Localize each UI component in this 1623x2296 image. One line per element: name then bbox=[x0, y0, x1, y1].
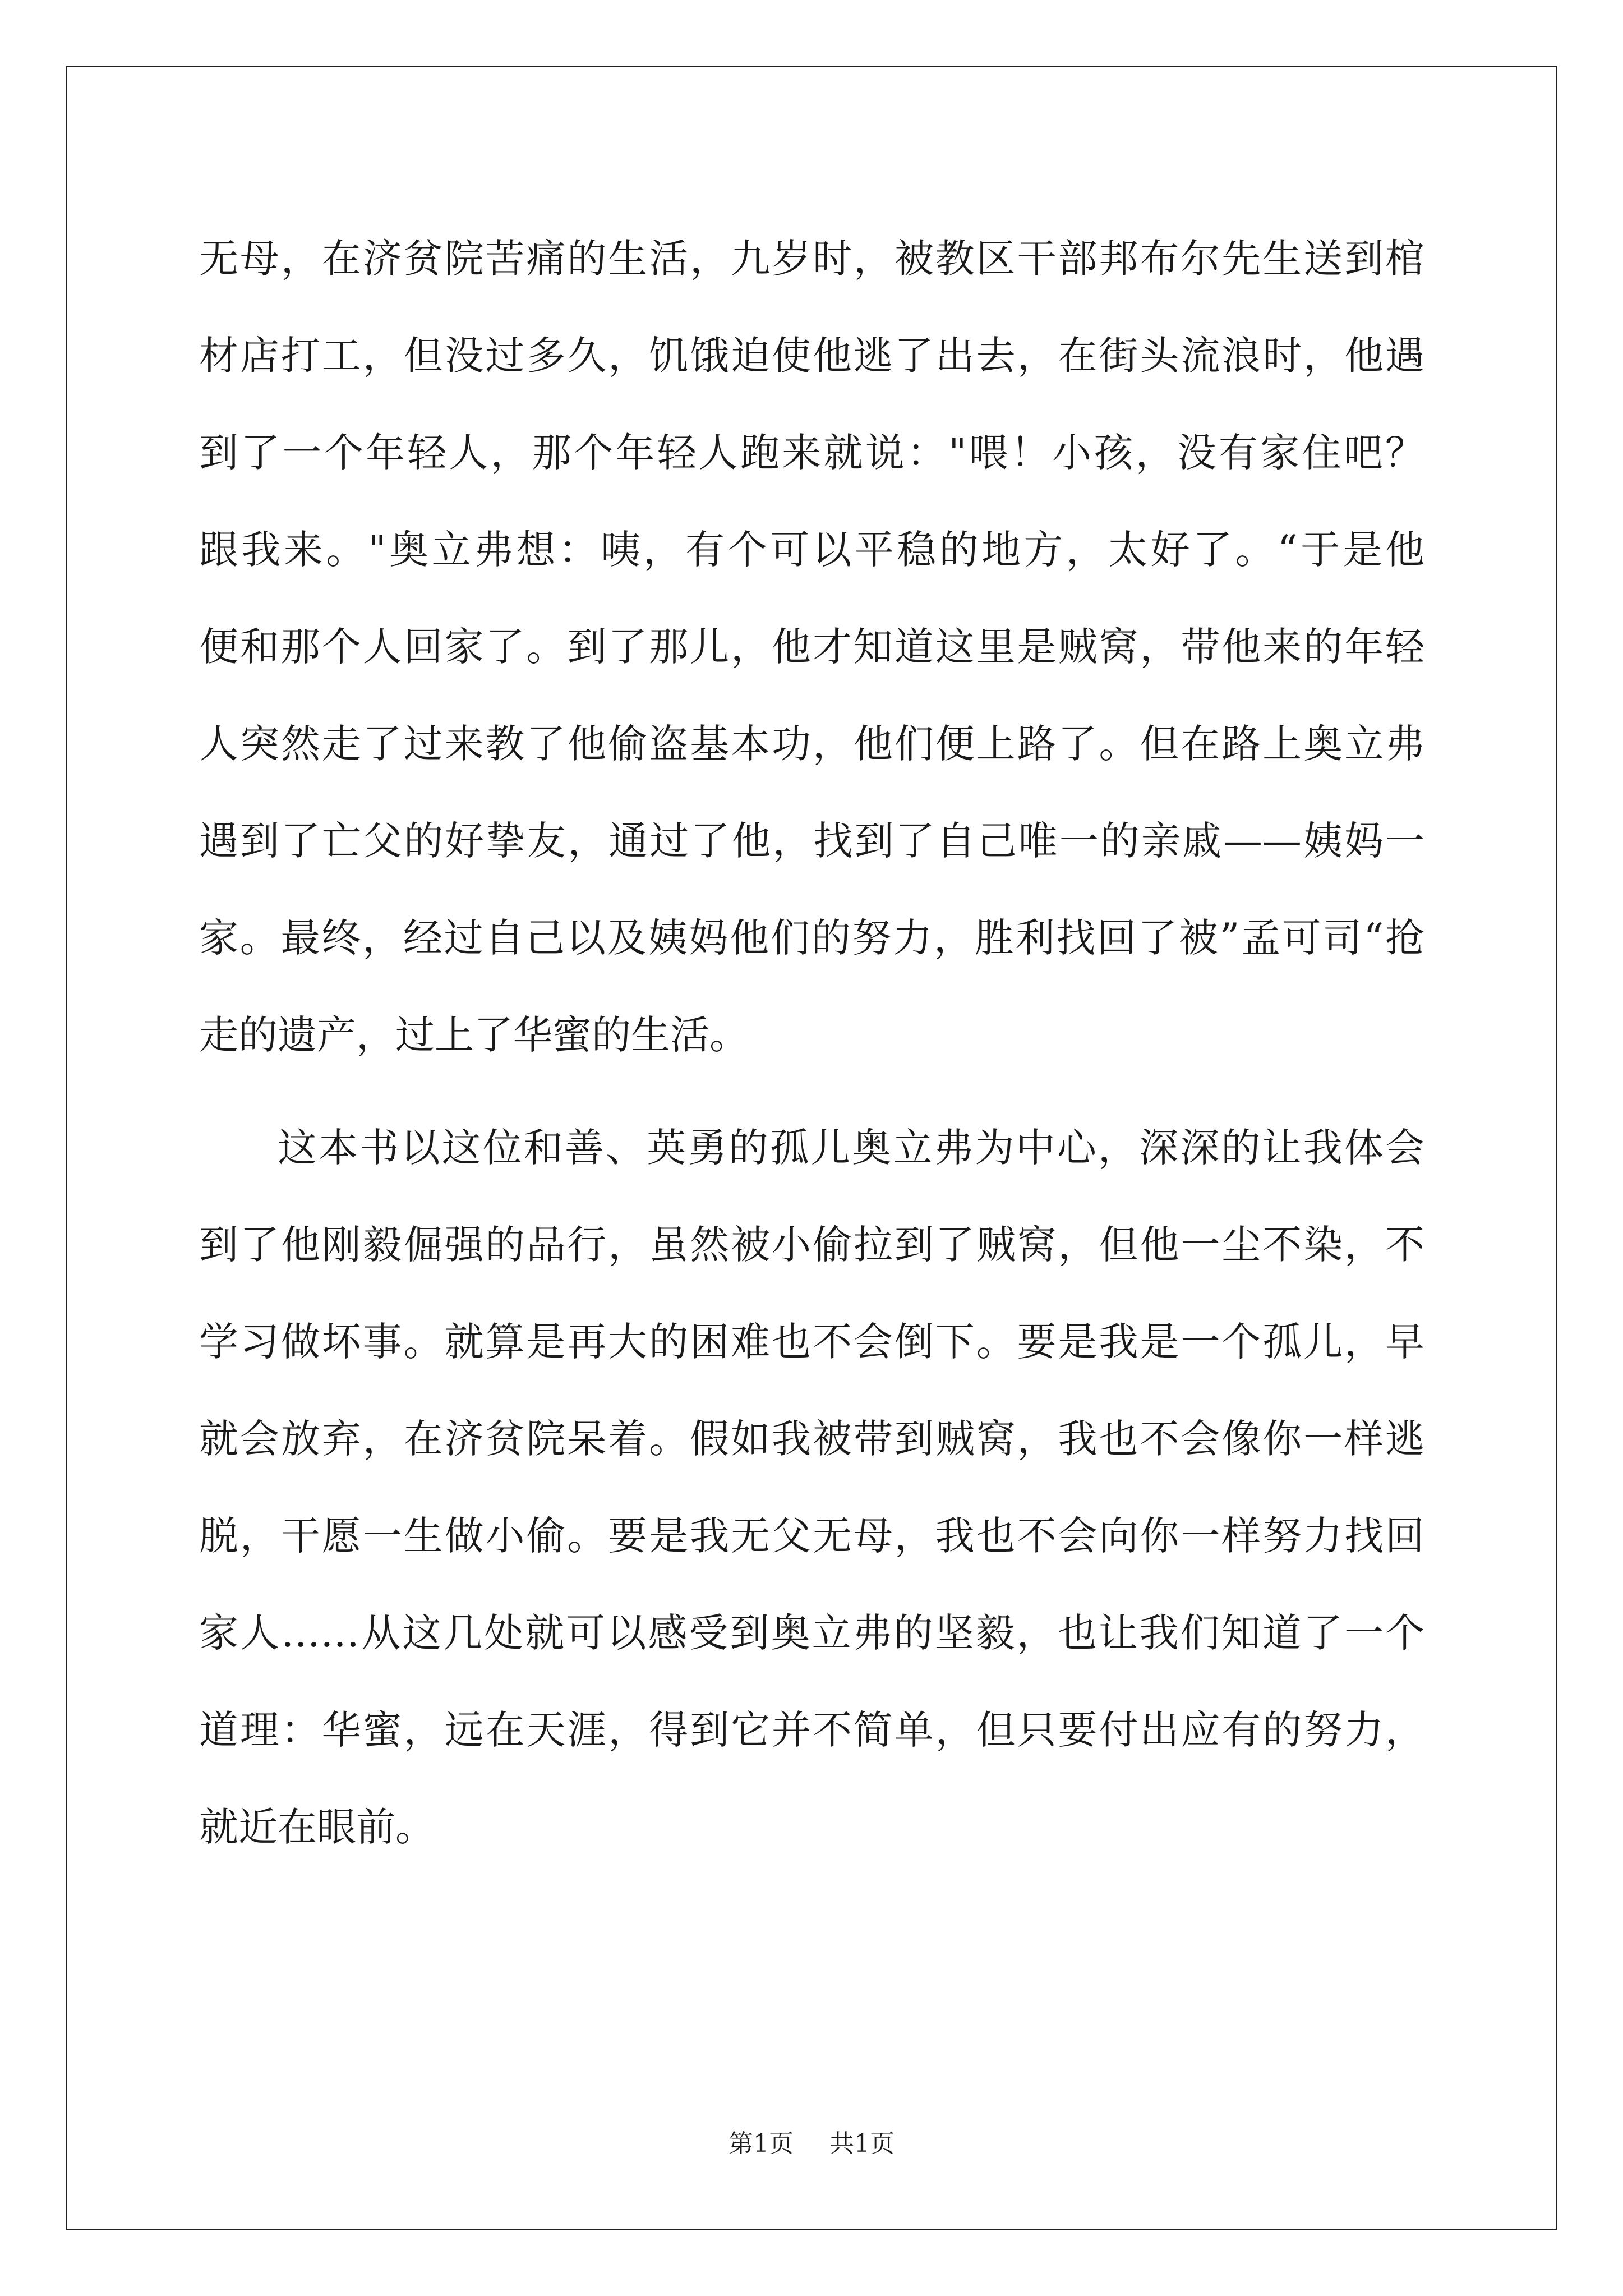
text-line: 跟我来。"奥立弗想：咦，有个可以平稳的地方，太好了。“于是他 bbox=[199, 527, 1424, 573]
page-number: 第1页 bbox=[728, 2129, 794, 2158]
text-line: 遇到了亡父的好挚友，通过了他，找到了自己唯一的亲戚——姨妈一 bbox=[199, 818, 1424, 864]
text-line: 材店打工，但没过多久，饥饿迫使他逃了出去，在街头流浪时，他遇 bbox=[199, 333, 1424, 379]
text-line: 脱，干愿一生做小偷。要是我无父无母，我也不会向你一样努力找回 bbox=[199, 1513, 1424, 1559]
text-line: 到了一个年轻人，那个年轻人跑来就说："喂！小孩，没有家住吧？ bbox=[199, 430, 1424, 476]
text-line: 到了他刚毅倔强的品行，虽然被小偷拉到了贼窝，但他一尘不染，不 bbox=[199, 1222, 1424, 1268]
text-line: 道理：华蜜，远在天涯，得到它并不简单，但只要付出应有的努力， bbox=[199, 1707, 1424, 1753]
text-line: 无母，在济贫院苦痛的生活，九岁时，被教区干部邦布尔先生送到棺 bbox=[199, 236, 1424, 282]
text-line: 这本书以这位和善、英勇的孤儿奥立弗为中心，深深的让我体会 bbox=[278, 1125, 1424, 1171]
text-line: 就会放弃，在济贫院呆着。假如我被带到贼窝，我也不会像你一样逃 bbox=[199, 1416, 1424, 1462]
paragraph-2 bbox=[199, 1099, 1424, 1876]
text-line: 家。最终，经过自己以及姨妈他们的努力，胜利找回了被”孟可司“抢 bbox=[199, 915, 1424, 961]
document-body bbox=[199, 210, 1424, 1876]
paragraph-1 bbox=[199, 210, 1424, 1084]
text-line: 人突然走了过来教了他偷盗基本功，他们便上路了。但在路上奥立弗 bbox=[199, 721, 1424, 767]
text-line: 学习做坏事。就算是再大的困难也不会倒下。要是我是一个孤儿，早 bbox=[199, 1319, 1424, 1365]
page-total: 共1页 bbox=[829, 2129, 895, 2158]
text-line: 走的遗产，过上了华蜜的生活。 bbox=[199, 1012, 749, 1058]
text-line: 就近在眼前。 bbox=[199, 1804, 435, 1850]
text-line: 家人……从这几处就可以感受到奥立弗的坚毅，也让我们知道了一个 bbox=[199, 1610, 1424, 1656]
page-footer bbox=[0, 2123, 1623, 2159]
text-line: 便和那个人回家了。到了那儿，他才知道这里是贼窝，带他来的年轻 bbox=[199, 624, 1424, 670]
